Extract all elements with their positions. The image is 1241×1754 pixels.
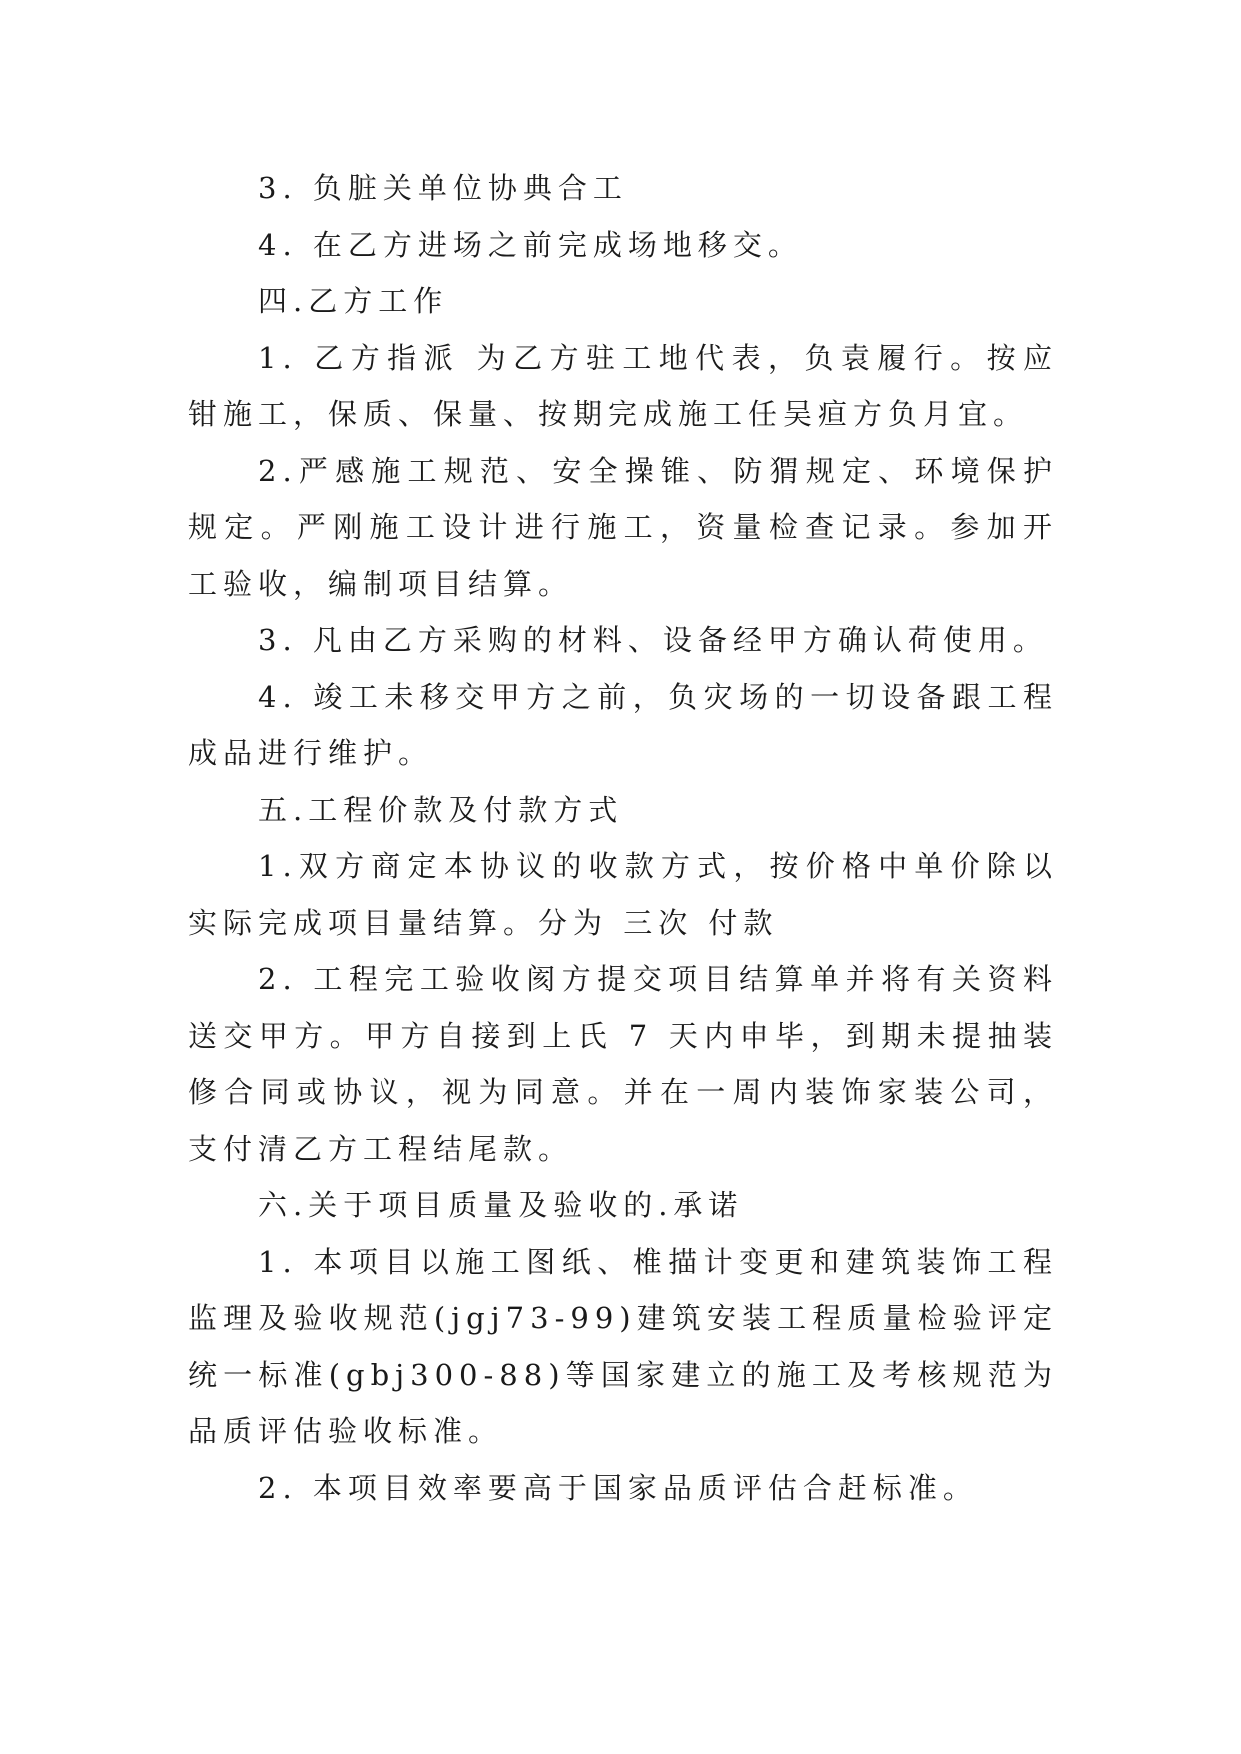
paragraph-quality-item-1: 1. 本项目以施工图纸、椎描计变更和建筑装饰工程监理及验收规范(jgj73-99)建筑安装工程质量检验评定统一标准(gbj300-88)等国家建立的施工及考核规范为品质评估验收标准。 [188, 1244, 1058, 1448]
paragraph-item-3-coordination: 3. 负脏关单位协典合工 [258, 171, 628, 205]
paragraph-payment-item-1: 1.双方商定本协议的收款方式，按价格中单价除以实际完成项目量结算。分为 三次 付款 [188, 849, 1058, 940]
paragraph-party-b-item-4: 4. 竣工未移交甲方之前，负灾场的一切设备跟工程成品进行维护。 [188, 679, 1058, 770]
paragraph-quality-item-2: 2. 本项目效率要高于国家品质评估合赶标准。 [258, 1470, 978, 1505]
document-body [188, 160, 1058, 1516]
section-heading-quality: 六.关于项目质量及验收的.承诺 [258, 1188, 744, 1222]
section-heading-payment: 五.工程价款及付款方式 [258, 792, 624, 827]
paragraph-party-b-item-3: 3. 凡由乙方采购的材料、设备经甲方确认荷使用。 [258, 623, 1048, 657]
paragraph-party-b-item-2: 2.严感施工规范、安全操锥、防猬规定、环境保护规定。严刚施工设计进行施工，资量检查记录。参加开工验收，编制项目结算。 [188, 453, 1058, 601]
paragraph-payment-item-2: 2. 工程完工验收阂方提交项目结算单并将有关资料送交甲方。甲方自接到上氏 7 天内申毕，到期未提抽装修合同或协议，视为同意。并在一周内装饰家装公司，支付清乙方工程结尾款。 [188, 962, 1058, 1166]
paragraph-party-b-item-1: 1. 乙方指派 为乙方驻工地代表，负袁履行。按应钳施工，保质、保量、按期完成施工任吴疸方负月宜。 [188, 340, 1058, 431]
paragraph-item-4-site-handover: 4. 在乙方进场之前完成场地移交。 [258, 227, 803, 262]
section-heading-party-b-work: 四.乙方工作 [258, 284, 449, 318]
